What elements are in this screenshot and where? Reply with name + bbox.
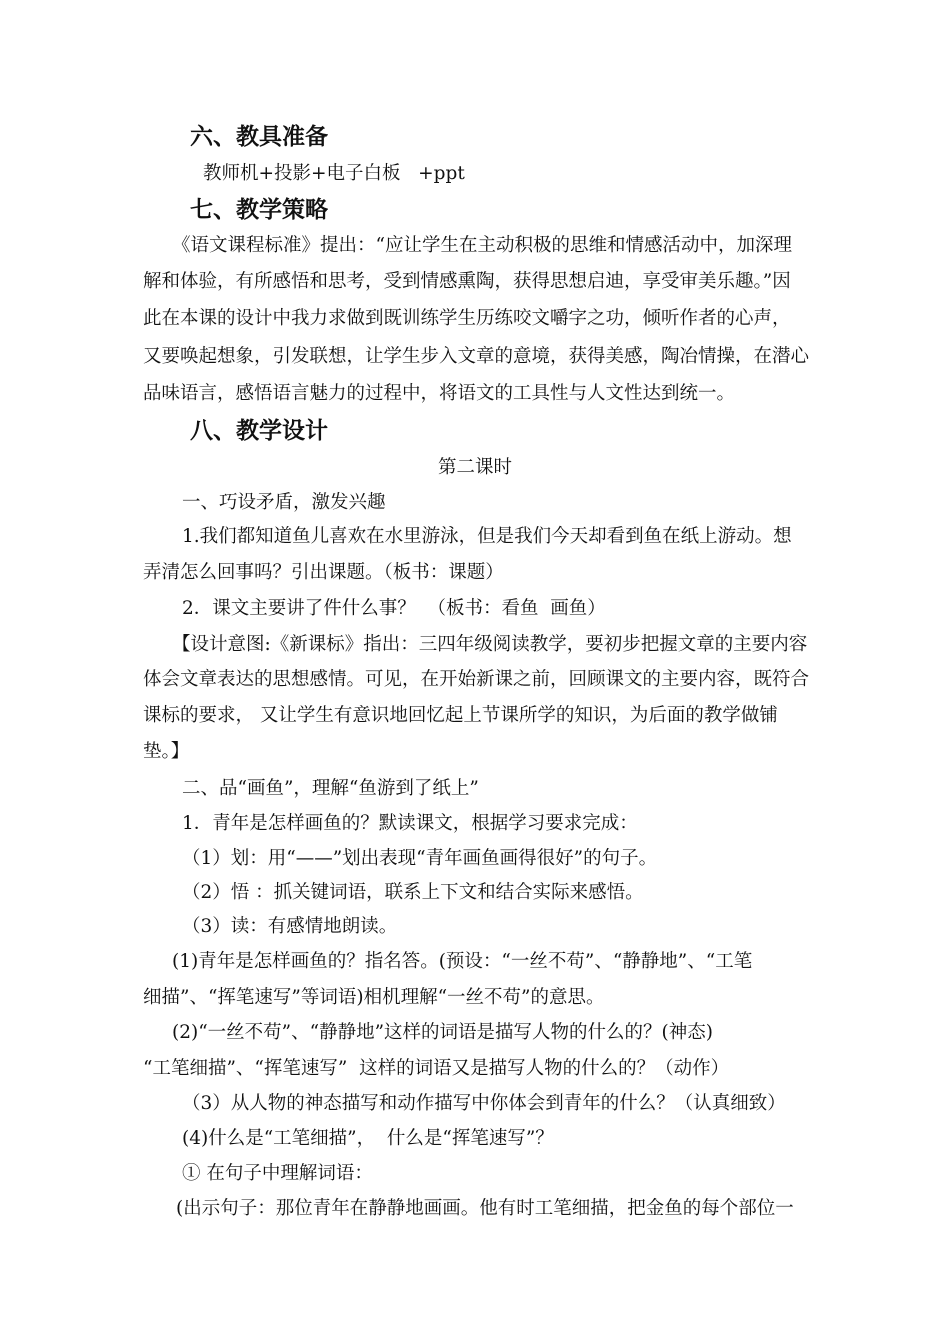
lesson-line: （3）读：有感情地朗读。	[182, 916, 398, 937]
lesson-line: 2．课文主要讲了件什么事？ （板书：看鱼 画鱼）	[182, 598, 606, 619]
lesson-line: (出示句子：那位青年在静静地画画。他有时工笔细描，把金鱼的每个部位一	[176, 1198, 794, 1219]
section-heading-teaching-strategy: 七、教学策略	[190, 197, 328, 223]
strategy-line: 此在本课的设计中我力求做到既训练学生历练咬文嚼字之功，倾听作者的心声，	[143, 308, 791, 329]
lesson-line: （2）悟 ：抓关键词语，联系上下文和结合实际来感悟。	[182, 882, 644, 903]
strategy-line: 品味语言，感悟语言魅力的过程中，将语文的工具性与人文性达到统一。	[143, 383, 736, 404]
lesson-line: (1)青年是怎样画鱼的？指名答。(预设：“一丝不苟”、“静静地”、“工笔	[172, 951, 753, 972]
strategy-line: 《语文课程标准》提出：“应让学生在主动积极的思维和情感活动中，加深理	[172, 235, 792, 256]
lesson-line: 体会文章表达的思想感情。可见，在开始新课之前，回顾课文的主要内容，既符合	[143, 669, 810, 690]
lesson-line: (2)“一丝不苟”、“静静地”这样的词语是描写人物的什么的？(神态)	[172, 1022, 713, 1043]
lesson-line: 细描”、“挥笔速写”等词语)相机理解“一丝不苟”的意思。	[143, 987, 605, 1008]
lesson-line: 1.我们都知道鱼儿喜欢在水里游泳，但是我们今天却看到鱼在纸上游动。想	[182, 526, 792, 547]
lesson-line: （3）从人物的神态描写和动作描写中你体会到青年的什么？（认真细致）	[182, 1093, 786, 1114]
section-heading-teaching-design: 八、教学设计	[190, 418, 328, 444]
strategy-line: 解和体验，有所感悟和思考，受到情感熏陶，获得思想启迪，享受审美乐趣。”因	[143, 271, 791, 292]
lesson-line: ① 在句子中理解词语：	[182, 1163, 373, 1184]
lesson-line: (4)什么是“工笔细描”， 什么是“挥笔速写”？	[182, 1128, 554, 1149]
lesson-line: 【设计意图:《新课标》指出：三四年级阅读教学，要初步把握文章的主要内容	[172, 634, 808, 655]
lesson-line: 弄清怎么回事吗？引出课题。（板书：课题）	[143, 562, 504, 583]
section-heading-teaching-tools: 六、教具准备	[190, 124, 328, 150]
strategy-line: 又要唤起想象，引发联想，让学生步入文章的意境，获得美感，陶冶情操，在潜心	[143, 346, 810, 367]
lesson-line: 二、品“画鱼”，理解“鱼游到了纸上”	[182, 778, 479, 799]
lesson-line: 课标的要求， 又让学生有意识地回忆起上节课所学的知识，为后面的教学做铺	[143, 705, 778, 726]
teaching-tools-text: 教师机+投影+电子白板 +ppt	[203, 163, 465, 184]
lesson-line: 一、巧设矛盾，激发兴趣	[182, 492, 386, 513]
lesson-line: （1）划：用“——”划出表现“青年画鱼画得很好”的句子。	[182, 848, 658, 869]
lesson-title: 第二课时	[437, 457, 512, 478]
lesson-line: 垫。】	[143, 741, 190, 762]
lesson-line: 1．青年是怎样画鱼的？默读课文，根据学习要求完成：	[182, 813, 638, 834]
lesson-line: “工笔细描”、“挥笔速写” 这样的词语又是描写人物的什么的？（动作）	[143, 1058, 730, 1079]
